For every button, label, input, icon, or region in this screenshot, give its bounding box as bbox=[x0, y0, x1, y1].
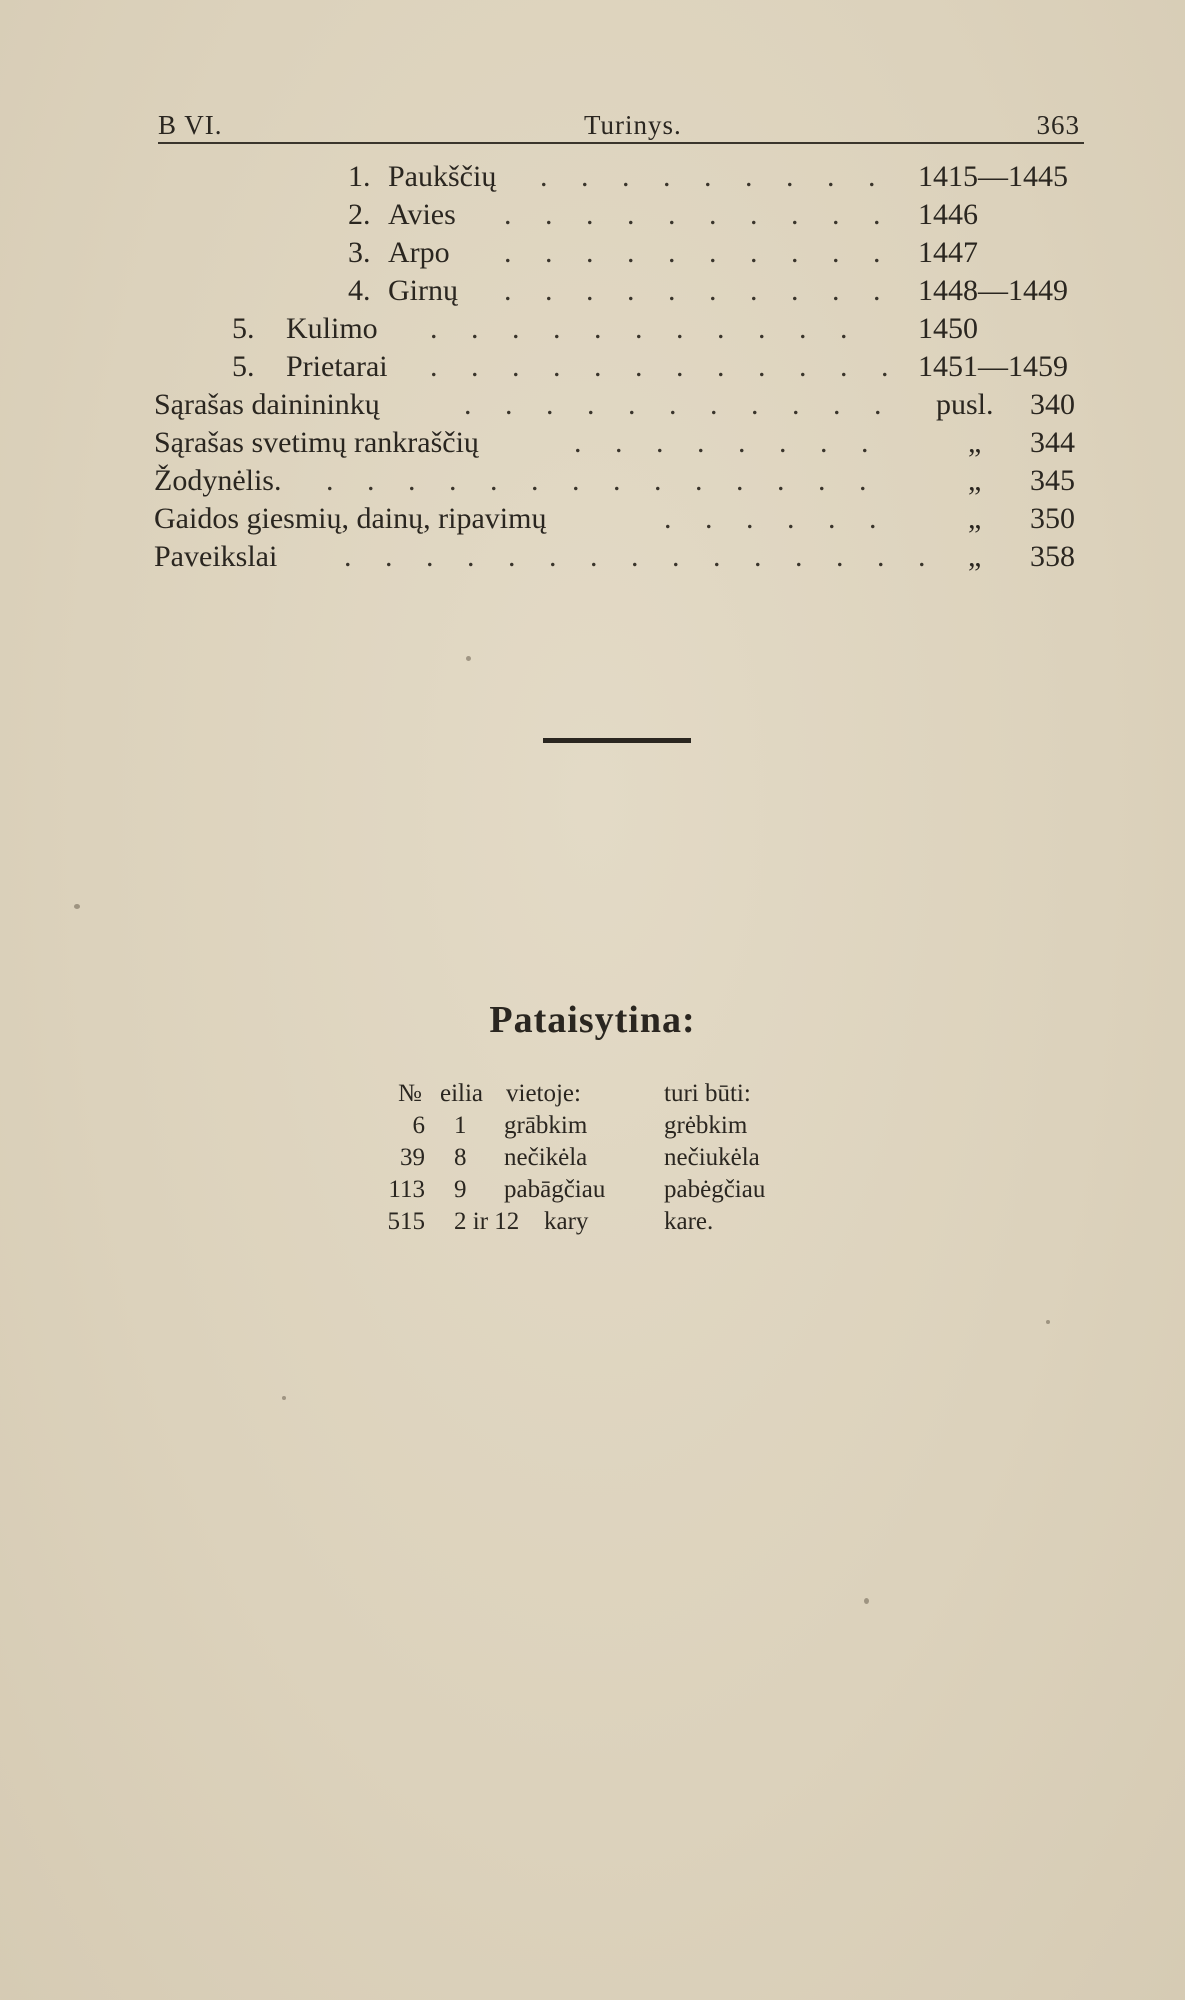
toc-label: Paveikslai bbox=[154, 540, 278, 573]
toc-number: 2. bbox=[348, 198, 371, 231]
section-divider bbox=[543, 738, 691, 743]
toc-page: 1451—1459 bbox=[918, 350, 1068, 383]
cell-wrong: grābkim bbox=[504, 1112, 588, 1139]
toc-row bbox=[0, 312, 1185, 350]
toc-page: 1448—1449 bbox=[918, 274, 1068, 307]
toc-row bbox=[0, 236, 1185, 274]
toc-leader: . . . . . . . . . . . bbox=[430, 312, 861, 345]
toc-row bbox=[0, 198, 1185, 236]
toc-number: 5. bbox=[232, 312, 255, 345]
cell-number: 515 bbox=[387, 1208, 425, 1235]
toc-row bbox=[0, 160, 1185, 198]
toc-label: Kulimo bbox=[286, 312, 378, 345]
cell-right: nečiukėla bbox=[664, 1144, 760, 1171]
toc-leader: . . . . . . . . . . bbox=[504, 236, 894, 269]
toc-page: 345 bbox=[1030, 464, 1075, 497]
toc-number: 3. bbox=[348, 236, 371, 269]
toc-page: 1415—1445 bbox=[918, 160, 1068, 193]
toc-row bbox=[0, 426, 1185, 464]
toc-prefix: „ bbox=[968, 540, 982, 573]
toc-page: 344 bbox=[1030, 426, 1075, 459]
toc-page: 340 bbox=[1030, 388, 1075, 421]
col-number-header: № bbox=[398, 1080, 422, 1107]
table-row bbox=[0, 1176, 1185, 1208]
toc-prefix: pusl. bbox=[936, 388, 994, 421]
errata-title: Pataisytina: bbox=[489, 999, 696, 1041]
cell-right: kare. bbox=[664, 1208, 714, 1235]
cell-wrong: kary bbox=[544, 1208, 589, 1235]
cell-line: 9 bbox=[454, 1176, 467, 1203]
chapter-marker: B VI. bbox=[158, 110, 223, 140]
toc-label: Prietarai bbox=[286, 350, 388, 383]
paper-speck bbox=[466, 656, 471, 661]
toc-label: Girnų bbox=[388, 274, 458, 307]
toc-label: Žodynėlis. bbox=[154, 464, 282, 497]
toc-number: 4. bbox=[348, 274, 371, 307]
page-number: 363 bbox=[1036, 110, 1080, 140]
cell-number: 113 bbox=[388, 1176, 425, 1203]
paper-speck bbox=[1046, 1320, 1050, 1324]
toc-number: 1. bbox=[348, 160, 371, 193]
toc-row bbox=[0, 388, 1185, 426]
cell-right: pabėgčiau bbox=[664, 1176, 766, 1203]
toc-page: 358 bbox=[1030, 540, 1075, 573]
table-row bbox=[0, 1144, 1185, 1176]
col-wrong-header: vietoje: bbox=[506, 1080, 581, 1107]
toc-leader: . . . . . . . . bbox=[574, 426, 882, 459]
toc-leader: . . . . . . . . . . . bbox=[464, 388, 895, 421]
table-row bbox=[0, 1112, 1185, 1144]
toc-leader: . . . . . . . . . . . . . . bbox=[326, 464, 880, 497]
toc-row bbox=[0, 350, 1185, 388]
toc-leader: . . . . . . . . . bbox=[540, 160, 889, 193]
toc-leader: . . . . . . bbox=[664, 502, 890, 535]
paper-speck bbox=[864, 1598, 869, 1604]
col-right-header: turi būti: bbox=[664, 1080, 751, 1107]
toc-prefix: „ bbox=[968, 502, 982, 535]
cell-right: grėbkim bbox=[664, 1112, 748, 1139]
toc-label: Avies bbox=[388, 198, 456, 231]
paper-speck bbox=[282, 1396, 286, 1400]
cell-number: 6 bbox=[412, 1112, 425, 1139]
cell-line: 1 bbox=[454, 1112, 467, 1139]
paper-speck bbox=[74, 904, 80, 909]
toc-page: 1447 bbox=[918, 236, 978, 269]
cell-line: 8 bbox=[454, 1144, 467, 1171]
toc-leader: . . . . . . . . . . . . bbox=[430, 350, 902, 383]
toc-label: Sąrašas dainininkų bbox=[154, 388, 380, 421]
toc-page: 350 bbox=[1030, 502, 1075, 535]
toc-label: Arpo bbox=[388, 236, 450, 269]
table-row bbox=[0, 1208, 1185, 1240]
cell-wrong: pabāgčiau bbox=[504, 1176, 606, 1203]
errata-header-row bbox=[0, 1080, 1185, 1112]
toc-row bbox=[0, 540, 1185, 578]
col-line-header: eilia bbox=[440, 1080, 484, 1107]
toc-leader: . . . . . . . . . . bbox=[504, 198, 894, 231]
toc-row bbox=[0, 274, 1185, 312]
cell-number: 39 bbox=[400, 1144, 425, 1171]
toc-leader: . . . . . . . . . . bbox=[504, 274, 894, 307]
toc-leader: . . . . . . . . . . . . . . . bbox=[344, 540, 939, 573]
page-header bbox=[158, 106, 1084, 144]
toc-prefix: „ bbox=[968, 464, 982, 497]
toc-page: 1450 bbox=[918, 312, 978, 345]
toc-row bbox=[0, 502, 1185, 540]
cell-line: 2 ir 12 bbox=[454, 1208, 520, 1235]
toc-row bbox=[0, 464, 1185, 502]
cell-wrong: nečikėla bbox=[504, 1144, 588, 1171]
running-title: Turinys. bbox=[584, 110, 682, 140]
toc-label: Sąrašas svetimų rankraščių bbox=[154, 426, 479, 459]
toc-label: Gaidos giesmių, dainų, ripavimų bbox=[154, 502, 547, 535]
toc-label: Paukščių bbox=[388, 160, 497, 193]
toc-number: 5. bbox=[232, 350, 255, 383]
toc-prefix: „ bbox=[968, 426, 982, 459]
toc-page: 1446 bbox=[918, 198, 978, 231]
